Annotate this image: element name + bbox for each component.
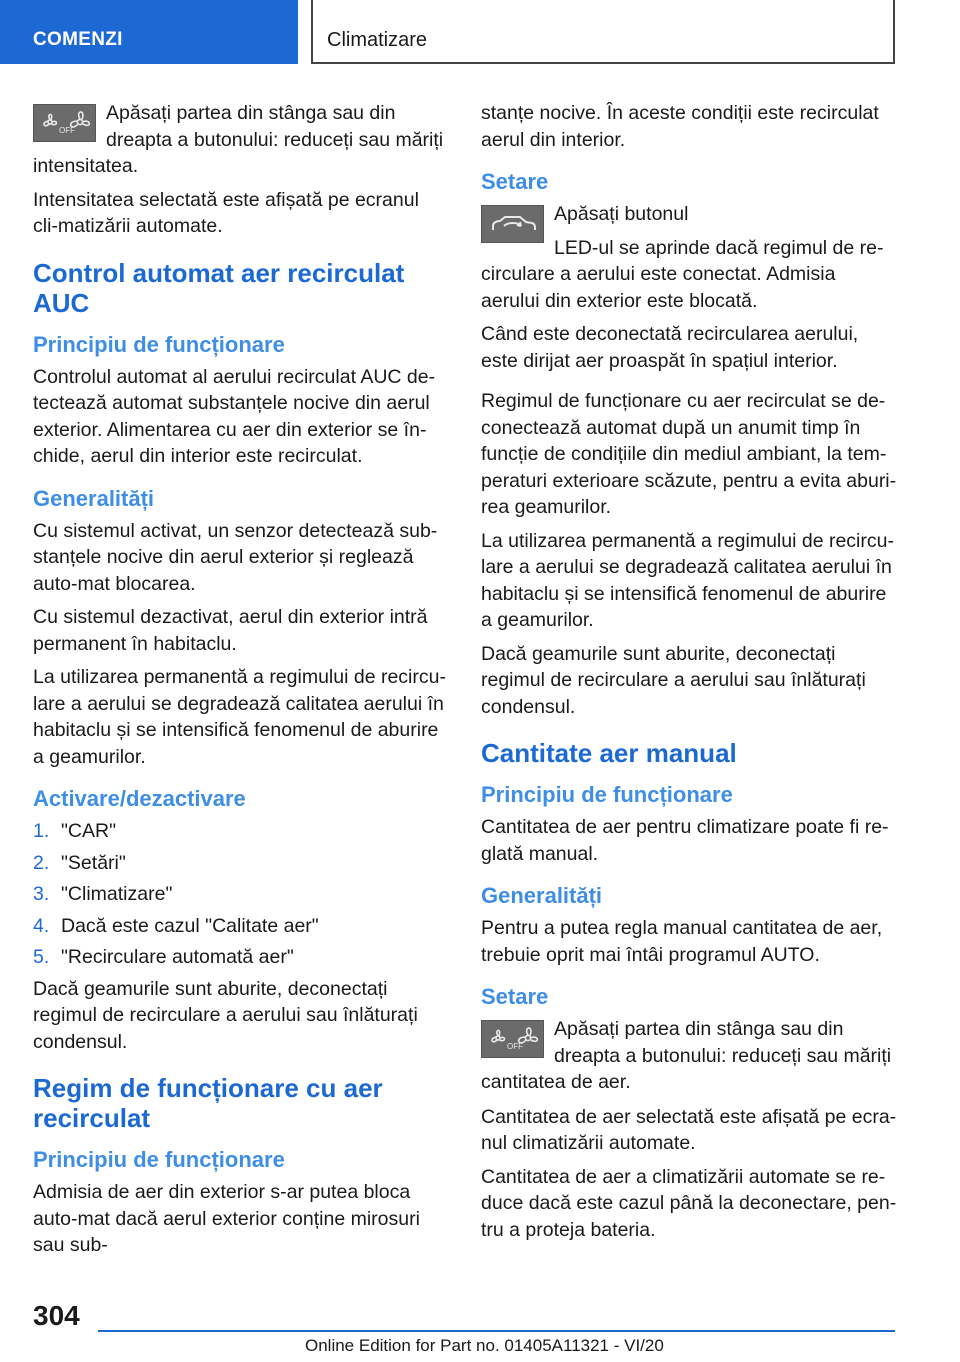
paragraph: Admisia de aer din exterior s-ar putea bloca auto-mat dacă aerul exterior conține mirosuri sau sub- [33,1181,420,1256]
paragraph: stanțe nocive. În aceste condiții este recirculat aerul din interior. [481,102,879,151]
activation-steps-list [33,818,449,971]
paragraph: Când este deconectată recircularea aerului, este dirijat aer proaspăt în spațiul interior. [481,323,859,372]
section-tab[interactable] [0,0,298,64]
footer-edition: Online Edition for Part no. 01405A11321 - VI/20 [305,1336,664,1355]
section-heading-recirculation: Regim de funcționare cu aer recirculat [33,1073,383,1133]
left-column [33,100,449,1266]
paragraph: Cantitatea de aer pentru climatizare poate fi re-glată manual. [481,816,889,865]
subheading-setup: Setare [481,169,549,194]
paragraph: Intensitatea selectată este afișată pe ecranul cli-matizării automate. [33,188,419,237]
subheading-principle: Principiu de funcționare [33,331,285,357]
paragraph: Pentru a putea regla manual cantitatea de aer, trebuie oprit mai întâi programul AUTO. [481,917,883,966]
subheading-principle: Principiu de funcționare [481,782,733,807]
fan-off-button-icon [33,104,96,142]
list-item: 4. Dacă este cazul "Calitate aer" [33,914,319,937]
footer-divider [98,1330,895,1332]
paragraph: Cantitatea de aer selectată este afișată pe ecra-nul climatizării automate. [481,1105,897,1154]
page-number: 304 [33,1300,80,1331]
recirc-instruction-text: Apăsați butonul [554,203,689,225]
air-quantity-instruction-text: Apăsați partea din stânga sau din dreapta a butonului: reduceți sau măriți cantitatea de aer. [481,1018,892,1093]
air-quantity-instruction [481,1016,897,1096]
list-item: 5. "Recirculare automată aer" [33,946,294,968]
svg-text:OFF: OFF [58,126,75,135]
paragraph: Cu sistemul activat, un senzor detectează sub-stanțele nocive din aerul exterior și reglează auto-mat blocarea. [33,519,438,595]
subheading-activation: Activare/dezactivare [33,786,246,811]
recirculation-instruction [481,201,897,314]
paragraph: La utilizarea permanentă a regimului de recircu-lare a aerului se degradează calitatea aerului în habitaclu și se intensifică fenomenul de aburire a geamurilor. [33,666,446,768]
section-heading-auc: Control automat aer recirculat AUC [33,257,405,318]
list-item: 3. "Climatizare" [33,883,173,905]
fan-instruction-text: Apăsați partea din stânga sau din dreapta a butonului: reduceți sau măriți intensitatea. [33,102,444,177]
paragraph: La utilizarea permanentă a regimului de recircu-lare a aerului se degradează calitatea aerului în habitaclu și se intensifică fenomenul de aburire a geamurilor. [481,529,894,631]
subheading-principle: Principiu de funcționare [33,1147,285,1172]
subheading-general: Generalități [481,883,603,908]
subheading-general: Generalități [33,485,155,511]
paragraph: Dacă geamurile sunt aburite, deconectați regimul de recirculare a aerului sau înlăturați condensul. [481,642,866,718]
subheading-setup: Setare [481,984,549,1009]
right-column [481,100,897,1250]
paragraph: Controlul automat al aerului recirculat AUC de-tectează automat substanțele nocive din aerul exterior. Alimentarea cu aer din exterior se în-chide, aerul din interior este recirculat. [33,365,436,467]
air-recirculation-button-icon [481,205,544,243]
svg-text:OFF: OFF [506,1042,523,1051]
paragraph: Regimul de funcționare cu aer recirculat se de-conectează automat după un anumit timp în funcție de condițiile din mediul ambiant, la tem-peraturi exterioare scăzute, pentru a evita aburi-rea geamurilor. [481,390,897,518]
paragraph: Dacă geamurile sunt aburite, deconectați regimul de recirculare a aerului sau înlăturați condensul. [33,977,418,1053]
list-item: 2. "Setări" [33,851,126,874]
fan-off-button-icon [481,1020,544,1058]
paragraph: LED-ul se aprinde dacă regimul de re-circulare a aerului este conectat. Admisia aerului din exterior este blocată. [481,236,884,312]
chapter-title-box [311,0,895,64]
section-heading-manual: Cantitate aer manual [481,738,737,768]
page-header [0,0,960,66]
section-tab-label: COMENZI [33,29,123,50]
fan-intensity-instruction [33,100,449,180]
list-item: 1. "CAR" [33,820,117,842]
chapter-title: Climatizare [327,29,428,51]
paragraph: Cantitatea de aer a climatizării automate se re-duce dacă este cazul până la deconectare, pen-tru a proteja bateria. [481,1165,897,1241]
paragraph: Cu sistemul dezactivat, aerul din exterior intră permanent în habitaclu. [33,606,428,655]
